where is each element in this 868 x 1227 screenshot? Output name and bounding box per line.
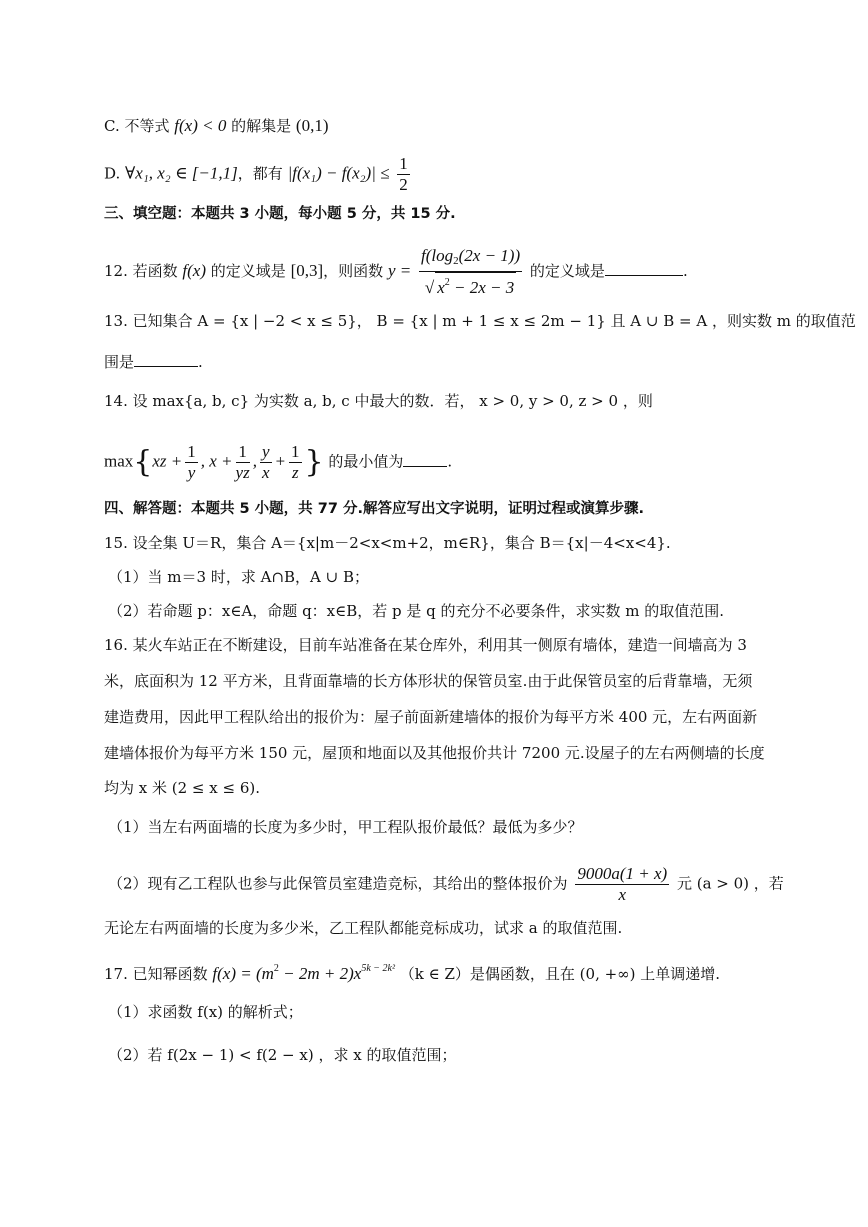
q14-frac2 — [236, 442, 250, 483]
q13-period: . — [198, 353, 203, 371]
section-3-heading: 三、填空题：本题共 3 小题，每小题 5 分，共 15 分. — [104, 206, 456, 222]
question-16-line5: 均为 x 米 (2 ≤ x ≤ 6). — [104, 779, 260, 797]
q12-fraction — [419, 246, 522, 298]
option-c-suffix: 的解集是 — [231, 117, 292, 135]
q14-period: . — [447, 452, 453, 471]
section-4-heading: 四、解答题：本题共 5 小题，共 77 分.解答应写出文字说明，证明过程或演算步骤. — [104, 501, 644, 517]
q14-plus: + — [274, 451, 286, 471]
q14-tail: 的最小值为 — [328, 452, 404, 471]
question-16-line4: 建墙体报价为每平方米 150 元，屋顶和地面以及其他报价共计 7200 元.设屋子的左右两侧墙的长度 — [104, 744, 765, 762]
q14-term1: xz + — [152, 451, 183, 471]
q12-fx: f(x) — [182, 261, 206, 280]
option-d-prefix: D. — [104, 164, 121, 183]
q12-answer-blank[interactable] — [605, 259, 683, 276]
frac1-den: y — [187, 463, 196, 482]
frac4-den: z — [291, 463, 299, 482]
question-13-line2 — [104, 350, 203, 373]
q13-text: 围是 — [104, 353, 135, 371]
q12-text-b: 的定义域是 — [210, 262, 286, 280]
q14-frac3 — [260, 442, 272, 483]
frac4-num: 1 — [291, 442, 300, 461]
question-15-part1: （1）当 m＝3 时，求 A∩B，A ∪ B； — [108, 568, 369, 586]
q14-term2: , x + — [200, 451, 233, 471]
q14-answer-blank[interactable] — [403, 450, 447, 467]
option-d-mid: ，都有 — [237, 164, 283, 183]
q14-max: max — [104, 451, 134, 471]
option-d-condition: ∀x₁, x₂ ∈ [−1,1] — [125, 163, 238, 183]
q12-text-d: 的定义域是 — [529, 262, 605, 280]
option-d-expression: |f(x₁) − f(x₂)| ≤ — [287, 163, 390, 183]
q17-text-a: 17. 已知幂函数 — [104, 965, 208, 983]
q16-price-denominator: x — [618, 885, 627, 904]
question-16-part1: （1）当左右两面墙的长度为多少时，甲工程队报价最低？最低为多少？ — [108, 818, 583, 836]
q14-right-brace: } — [304, 444, 324, 480]
question-15-line1: 15. 设全集 U＝R，集合 A＝{x|m－2<x<m+2，m∈R}，集合 B＝{x|－4<x<4}. — [104, 534, 671, 552]
q14-frac4 — [289, 442, 302, 483]
q14-frac1 — [185, 442, 198, 483]
frac1-num: 1 — [187, 442, 196, 461]
question-17-part1: （1）求函数 f(x) 的解析式； — [108, 1003, 303, 1021]
option-d — [104, 154, 413, 195]
frac3-num: y — [261, 442, 270, 461]
option-c — [104, 115, 328, 137]
option-d-fraction — [397, 154, 410, 195]
question-14-line1: 14. 设 max{a, b, c} 为实数 a, b, c 中最大的数．若， x > 0, y > 0, z > 0 ，则 — [104, 392, 653, 410]
question-17-line1 — [104, 958, 720, 985]
q14-comma: , — [252, 451, 257, 471]
frac2-den: yz — [235, 463, 250, 482]
question-12 — [104, 246, 688, 298]
q17-power-function: $f(x) = (m^2 - 2m + 2)x^{5k - 2k^2}$ — [212, 963, 395, 983]
q16-part2-tail: 元 (a > 0) ，若 — [676, 874, 784, 893]
question-16-part2 — [108, 864, 784, 905]
option-c-set: (0,1) — [295, 116, 329, 135]
q12-text-c: ，则函数 — [323, 262, 384, 280]
question-16-line1: 16. 某火车站正在不断建设，目前车站准备在某仓库外，利用其一侧原有墙体，建造一间墙高为 3 — [104, 636, 747, 654]
question-16-line2: 米，底面积为 12 平方米，且背面靠墙的长方体形状的保管员室.由于此保管员室的后背靠墙，无须 — [104, 672, 753, 690]
frac3-den: x — [261, 463, 270, 482]
q16-price-fraction — [575, 864, 669, 905]
question-16-line3: 建造费用，因此甲工程队给出的报价为：屋子前面新建墙体的报价为每平方米 400 元，左右两面新 — [104, 708, 758, 726]
q13-answer-blank[interactable] — [134, 350, 198, 367]
q12-period: . — [682, 262, 688, 280]
question-13-line1: 13. 已知集合 A = {x | −2 < x ≤ 5}， B = {x | m + 1 ≤ x ≤ 2m − 1} 且 A ∪ B = A ，则实数 m 的取值范 — [104, 312, 856, 330]
q17-text-b: （k ∈ Z）是偶函数，且在 (0, +∞) 上单调递增. — [399, 965, 721, 983]
question-16-line8: 无论左右两面墙的长度为多少米，乙工程队都能竞标成功，试求 a 的取值范围. — [104, 919, 623, 937]
q12-text-a: 12. 若函数 — [104, 262, 178, 280]
q16-part2-text: （2）现有乙工程队也参与此保管员室建造竞标，其给出的整体报价为 — [108, 874, 568, 893]
question-14-line2 — [104, 442, 452, 483]
q14-left-brace: { — [133, 444, 153, 480]
option-c-inequality: f(x) < 0 — [174, 116, 227, 135]
q12-y-eq: y = — [387, 261, 412, 280]
option-c-prefix: C. 不等式 — [104, 117, 170, 135]
question-17-part2: （2）若 f(2x − 1) < f(2 − x) ，求 x 的取值范围； — [108, 1046, 457, 1064]
fraction-numerator: 1 — [399, 154, 408, 173]
q12-domain: [0,3] — [290, 261, 324, 280]
q12-denominator: √ $x^2 - 2x - 3$ — [419, 272, 522, 298]
frac2-num: 1 — [236, 442, 250, 463]
q16-price-numerator: 9000a(1 + x) — [577, 864, 668, 883]
question-15-part2: （2）若命题 p：x∈A，命题 q：x∈B，若 p 是 q 的充分不必要条件，求实数 m 的取值范围. — [108, 602, 725, 620]
fraction-denominator: 2 — [399, 175, 408, 194]
q12-numerator: $f(\log_2(2x - 1))$ — [419, 246, 522, 272]
